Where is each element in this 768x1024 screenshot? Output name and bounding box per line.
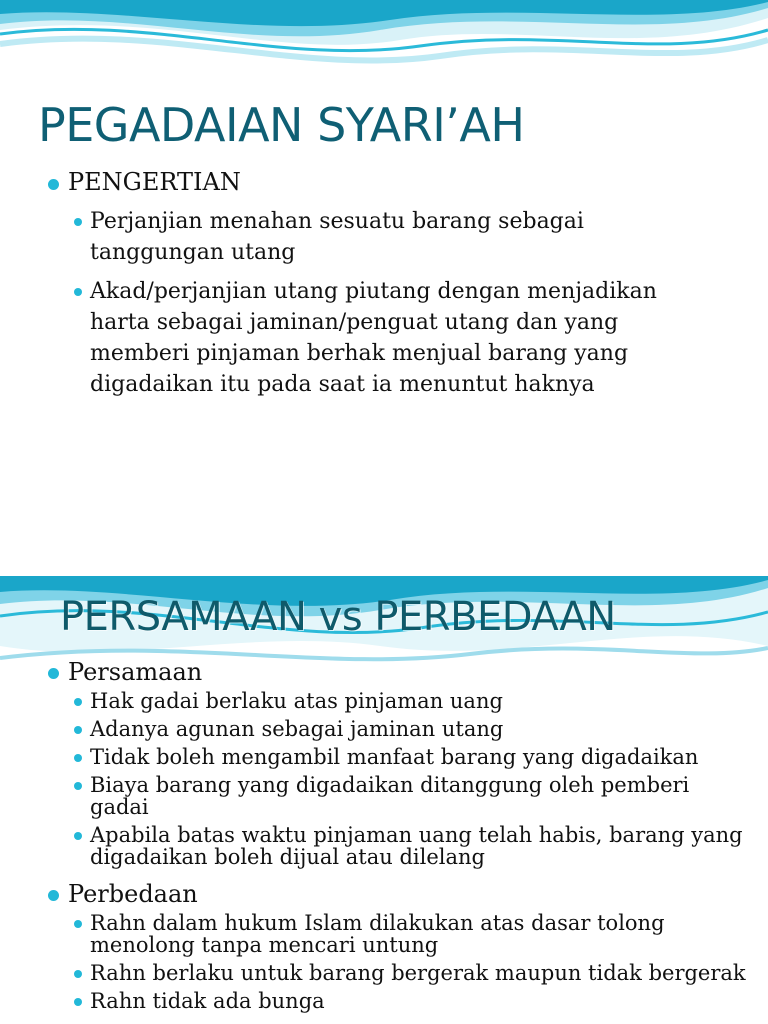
sub-list (68, 912, 748, 1012)
slide-2 (0, 576, 768, 1024)
list-item (68, 990, 748, 1012)
list-item-text: Rahn dalam hukum Islam dilakukan atas dasar tolong menolong tanpa mencari untung (90, 911, 665, 957)
list-item-pengertian (40, 168, 708, 400)
list-item (68, 206, 708, 268)
list-item (68, 912, 748, 956)
list-item-text: Rahn tidak ada bunga (90, 989, 325, 1013)
list-item-text: Akad/perjanjian utang piutang dengan menjadikan harta sebagai jaminan/penguat utang dan yang memberi pinjaman berhak menjual barang yang digadaikan itu pada saat ia menuntut haknya (90, 279, 657, 397)
sub-list (68, 206, 708, 400)
list-item-text: Perjanjian menahan sesuatu barang sebagai tanggungan utang (90, 209, 584, 265)
list-item-text: Rahn berlaku untuk barang bergerak maupun tidak bergerak (90, 961, 746, 985)
list-item-text: Hak gadai berlaku atas pinjaman uang (90, 689, 503, 713)
section-label: PENGERTIAN (68, 168, 241, 196)
list-item (68, 276, 708, 400)
section-label: Perbedaan (68, 880, 198, 908)
list-item-text: Biaya barang yang digadaikan ditanggung oleh pemberi gadai (90, 773, 690, 819)
persamaan-list (40, 658, 748, 874)
slide-title: PERSAMAAN vs PERBEDAAN (60, 594, 616, 640)
perbedaan-list (40, 880, 748, 1018)
list-item-text: Adanya agunan sebagai jaminan utang (90, 717, 504, 741)
sub-list (68, 690, 748, 868)
list-item (68, 962, 748, 984)
list-item (68, 746, 748, 768)
list-item (68, 718, 748, 740)
content-list (40, 168, 708, 408)
list-item (68, 824, 748, 868)
list-item (68, 774, 748, 818)
header-wave-decoration (0, 0, 768, 96)
list-item (68, 690, 748, 712)
list-item-perbedaan (40, 880, 748, 1012)
section-label: Persamaan (68, 658, 203, 686)
list-item-text: Tidak boleh mengambil manfaat barang yang digadaikan (90, 745, 699, 769)
list-item-persamaan (40, 658, 748, 868)
list-item-text: Apabila batas waktu pinjaman uang telah habis, barang yang digadaikan boleh dijual atau dilelang (90, 823, 743, 869)
slide-title: PEGADAIAN SYARI’AH (38, 98, 525, 152)
